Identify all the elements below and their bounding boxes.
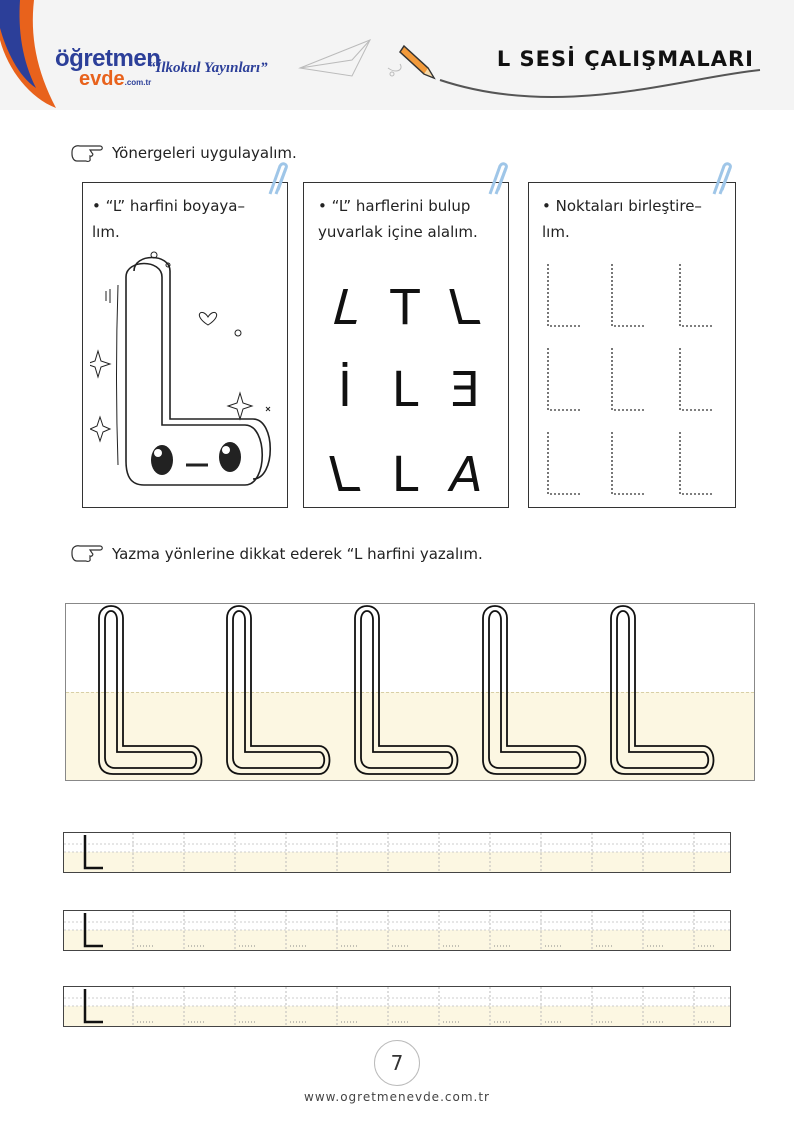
section2-instruction: Yazma yönlerine dikkat ederek “L harfini yazalım. bbox=[112, 545, 483, 563]
left-eye bbox=[151, 445, 173, 475]
card1-line1: • “L” harfini boyaya– bbox=[92, 197, 245, 215]
card1-line2: lım. bbox=[92, 223, 120, 241]
paper-clip-icon bbox=[486, 162, 512, 196]
section1-instruction: Yönergeleri uygulayalım. bbox=[112, 144, 297, 162]
paper-clip-icon bbox=[266, 162, 292, 196]
logo-domain-text: .com.tr bbox=[124, 78, 152, 87]
card3-line1: • Noktaları birleştire– bbox=[542, 197, 702, 215]
card3-text bbox=[542, 193, 702, 245]
paper-clip-icon bbox=[710, 162, 736, 196]
writing-rows[interactable] bbox=[63, 832, 733, 1028]
card2-text bbox=[318, 193, 478, 245]
brand-logo bbox=[55, 45, 161, 92]
trace-letters[interactable] bbox=[95, 600, 755, 785]
pointing-hand-icon bbox=[70, 142, 104, 164]
card2-line1: • “L” harflerini bulup bbox=[318, 197, 471, 215]
pencil-icon bbox=[400, 46, 434, 78]
header-curve bbox=[440, 70, 760, 97]
dotted-l-grid[interactable] bbox=[540, 260, 720, 500]
letter-item[interactable]: L bbox=[325, 280, 368, 336]
card3-line2: lım. bbox=[542, 223, 570, 241]
letter-item[interactable]: L bbox=[391, 447, 419, 503]
letter-item[interactable]: Ǝ bbox=[449, 362, 481, 418]
letter-item[interactable]: T bbox=[390, 280, 420, 336]
cute-letter-l-illustration bbox=[90, 245, 280, 495]
card2-line2: yuvarlak içine alalım. bbox=[318, 223, 478, 241]
letter-item[interactable]: L bbox=[322, 447, 365, 503]
right-eye bbox=[219, 442, 241, 472]
letter-item[interactable]: L bbox=[391, 362, 419, 418]
page-number: 7 bbox=[374, 1040, 420, 1086]
paper-plane-icon bbox=[300, 40, 401, 76]
logo-main-text: öğretmen bbox=[55, 45, 161, 72]
footer-url[interactable]: www.ogretmenevde.com.tr bbox=[304, 1090, 490, 1104]
card1-text bbox=[92, 193, 245, 245]
logo-tagline: “İlkokul Yayınları” bbox=[148, 60, 268, 76]
logo-sub-text: evde bbox=[79, 68, 125, 90]
page-title: L SESİ ÇALIŞMALARI bbox=[496, 47, 754, 71]
letter-item[interactable]: A bbox=[444, 447, 488, 503]
letter-item[interactable]: L bbox=[442, 280, 485, 336]
pointing-hand-icon bbox=[70, 542, 104, 564]
letter-grid bbox=[320, 280, 490, 517]
letter-item[interactable]: İ bbox=[337, 362, 353, 418]
